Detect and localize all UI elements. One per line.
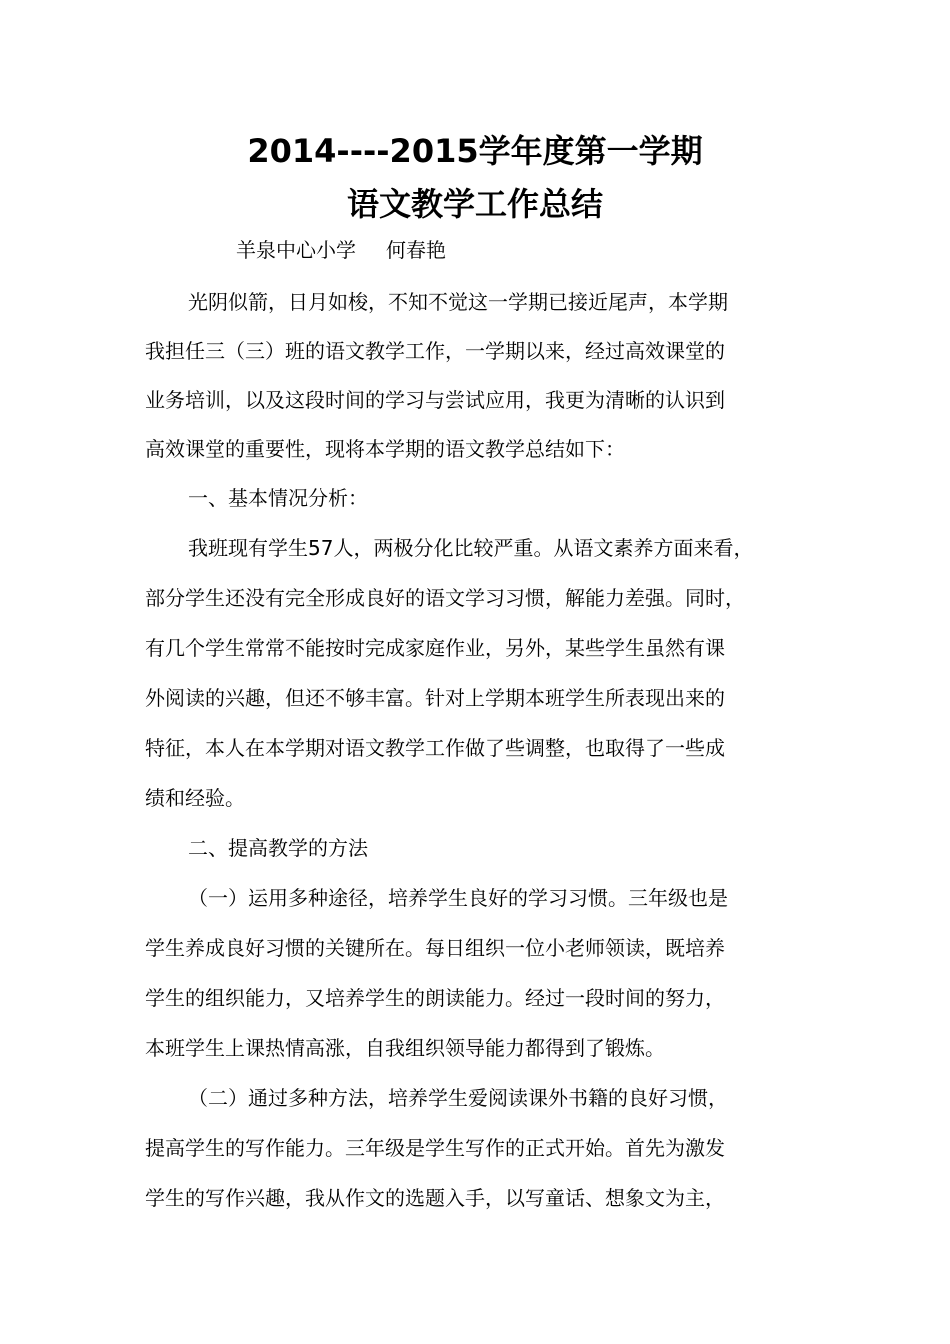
paragraph-line: （二）通过多种方法，培养学生爱阅读课外书籍的良好习惯， — [188, 1086, 728, 1110]
paragraph-line: 光阴似箭，日月如梭，不知不觉这一学期已接近尾声，本学期 — [188, 290, 728, 314]
paragraph-line: 高效课堂的重要性，现将本学期的语文教学总结如下： — [145, 437, 625, 461]
author-name: 何春艳 — [386, 238, 446, 262]
paragraph-line: 学生的组织能力，又培养学生的朗读能力。经过一段时间的努力， — [145, 986, 725, 1010]
byline — [236, 236, 446, 264]
paragraph-line: 部分学生还没有完全形成良好的语文学习习惯，解能力差强。同时， — [145, 586, 745, 610]
paragraph-line: 学生的写作兴趣，我从作文的选题入手，以写童话、想象文为主， — [145, 1186, 725, 1210]
paragraph-line: 外阅读的兴趣，但还不够丰富。针对上学期本班学生所表现出来的 — [145, 686, 725, 710]
document-title-line-2: 语文教学工作总结 — [346, 185, 603, 223]
paragraph-line: 本班学生上课热情高涨，自我组织领导能力都得到了锻炼。 — [145, 1036, 665, 1060]
paragraph-line: 我担任三（三）班的语文教学工作，一学期以来，经过高效课堂的 — [145, 339, 725, 363]
school-name: 羊泉中心小学 — [236, 238, 356, 262]
paragraph-line: （一）运用多种途径，培养学生良好的学习习惯。三年级也是 — [188, 886, 728, 910]
section-heading-1: 一、基本情况分析： — [188, 486, 368, 510]
paragraph-line: 我班现有学生57人，两极分化比较严重。从语文素养方面来看， — [188, 536, 754, 560]
paragraph-line: 有几个学生常常不能按时完成家庭作业，另外，某些学生虽然有课 — [145, 636, 725, 660]
paragraph-line: 业务培训，以及这段时间的学习与尝试应用，我更为清晰的认识到 — [145, 388, 725, 412]
document-title-line-1: 2014----2015学年度第一学期 — [247, 132, 703, 170]
paragraph-line: 提高学生的写作能力。三年级是学生写作的正式开始。首先为激发 — [145, 1136, 725, 1160]
section-heading-2: 二、提高教学的方法 — [188, 836, 368, 860]
paragraph-line: 学生养成良好习惯的关键所在。每日组织一位小老师领读，既培养 — [145, 936, 725, 960]
paragraph-line: 特征，本人在本学期对语文教学工作做了些调整，也取得了一些成 — [145, 736, 725, 760]
paragraph-line: 绩和经验。 — [145, 786, 245, 810]
